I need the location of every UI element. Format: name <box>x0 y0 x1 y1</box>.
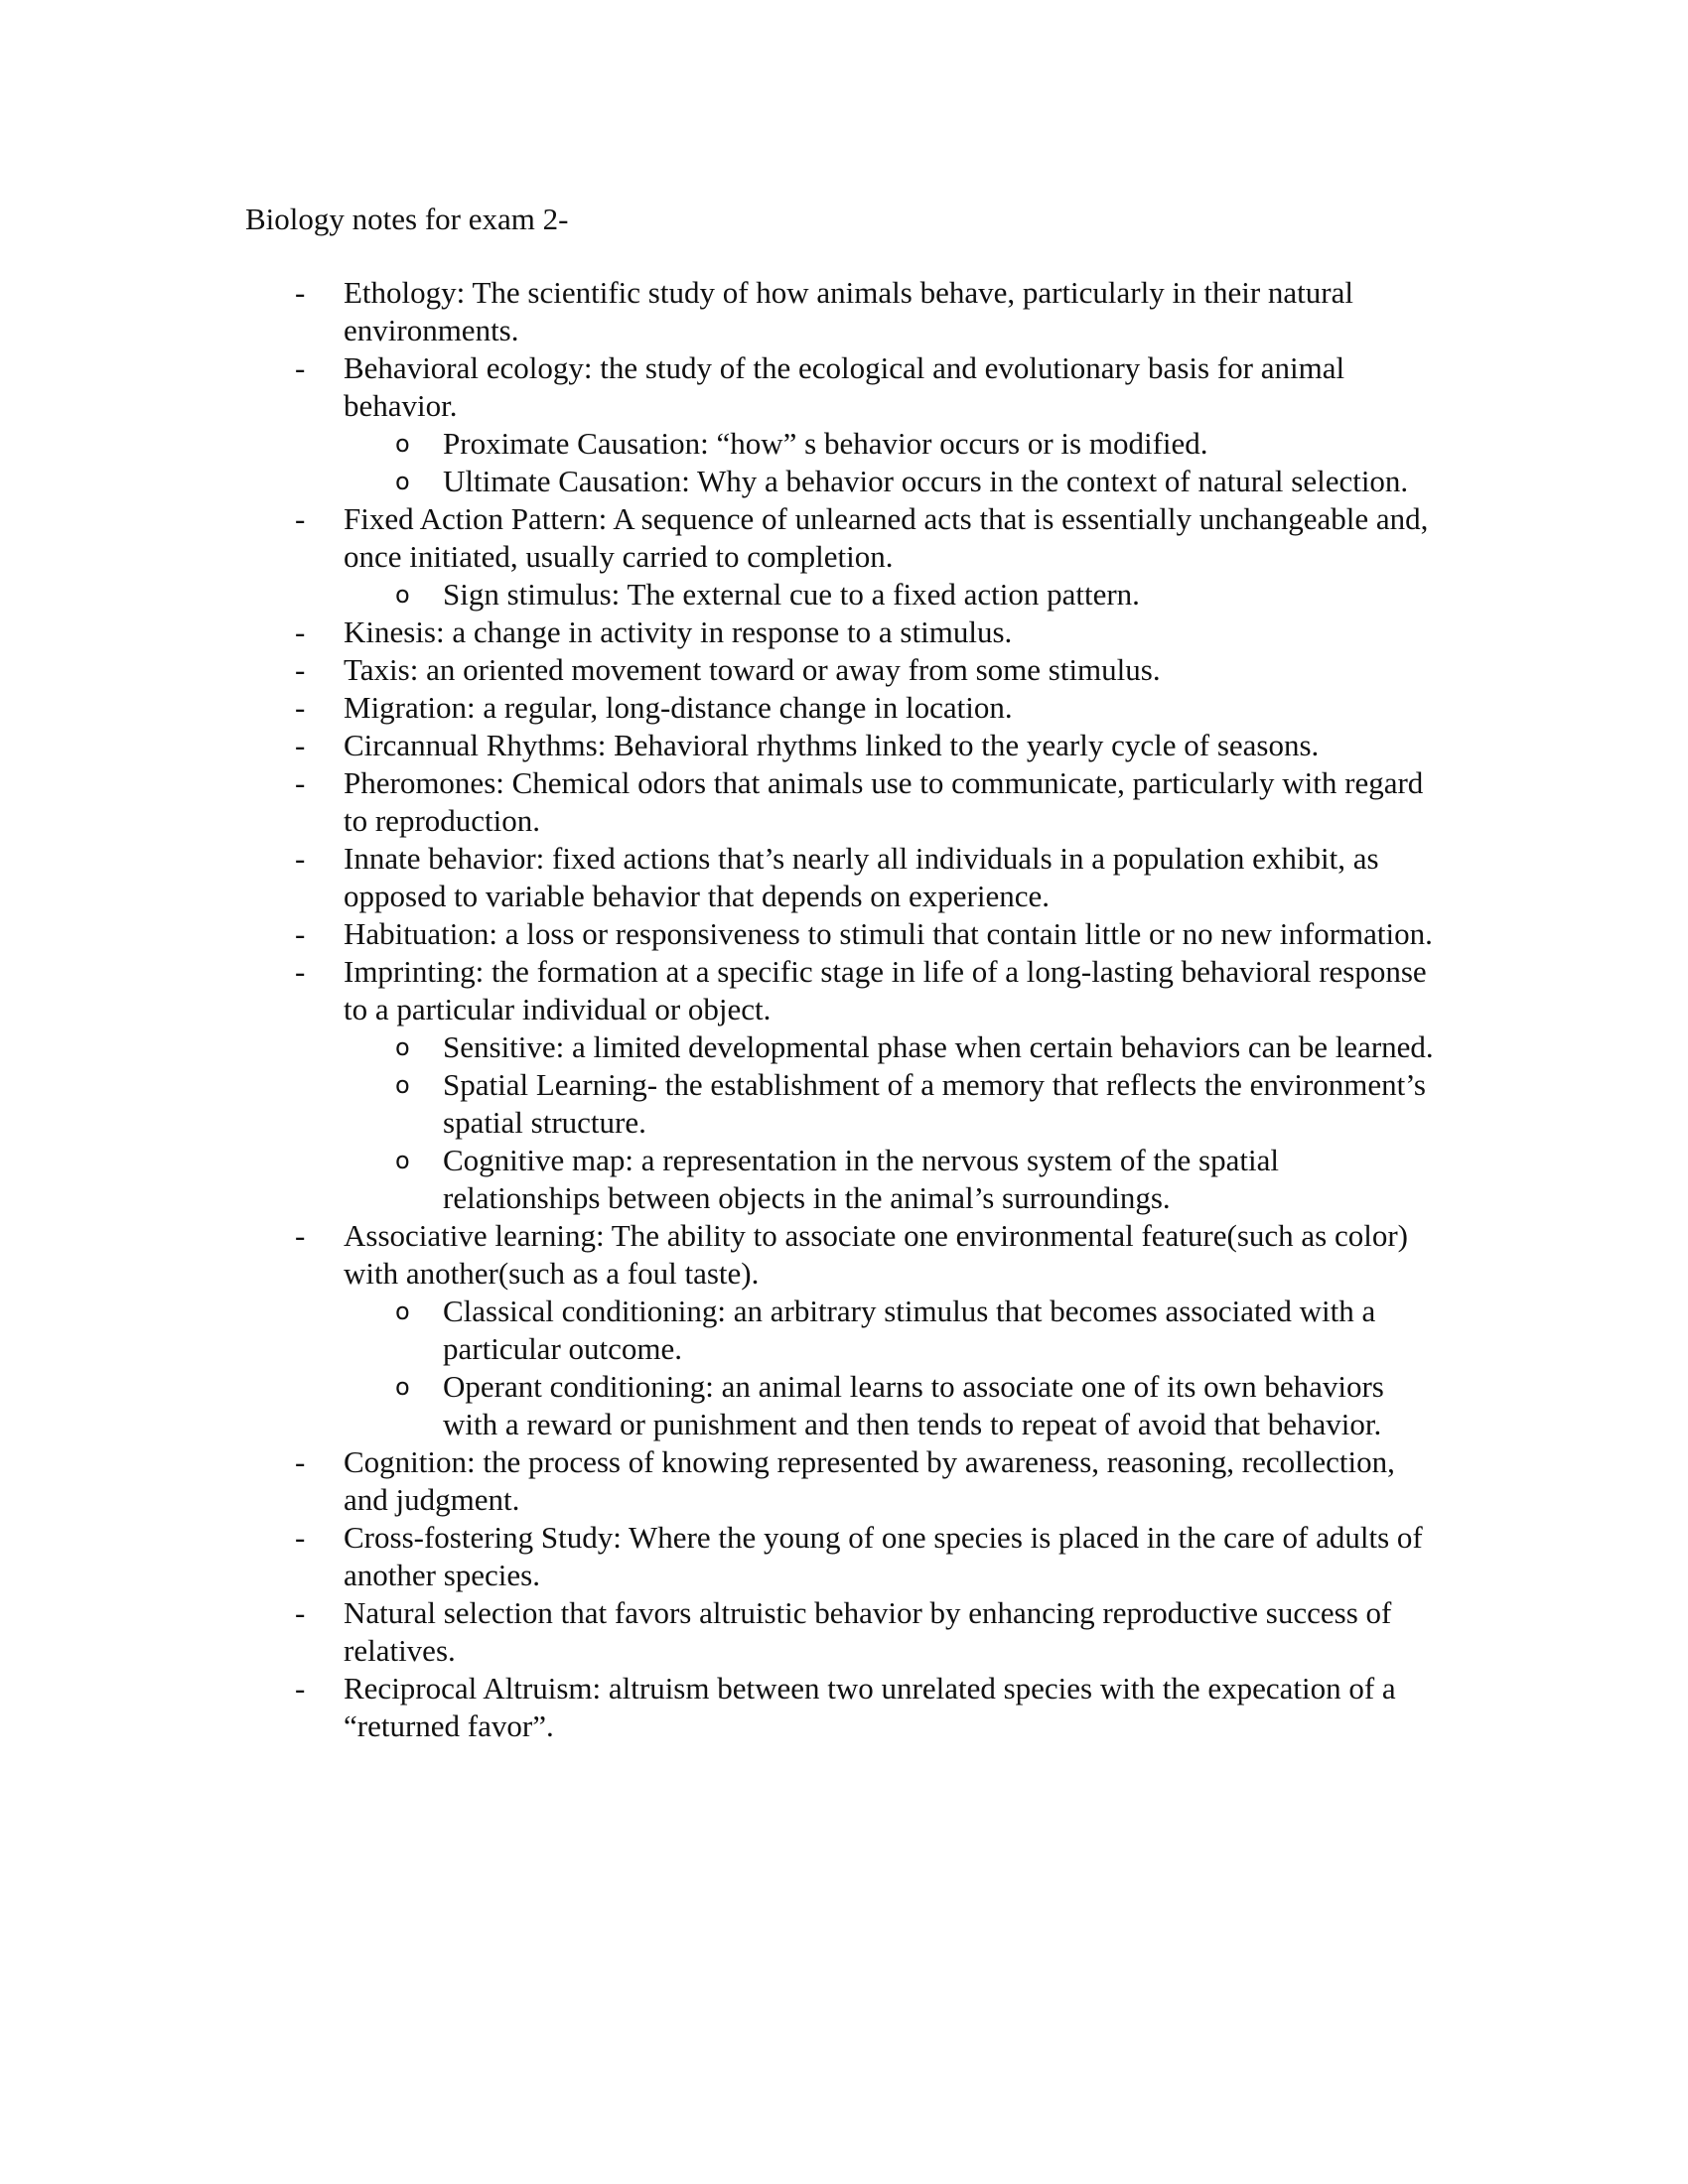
dash-bullet-icon: - <box>295 728 306 762</box>
list-item <box>0 500 1436 614</box>
list-item <box>0 689 1436 727</box>
list-item <box>0 953 1436 1217</box>
list-item-text: Fixed Action Pattern: A sequence of unlearned acts that is essentially unchangeable and, once initiated, usually carried to completion. <box>344 501 1429 574</box>
dash-bullet-icon: - <box>295 275 306 310</box>
sub-list-item <box>0 576 1436 614</box>
sub-list-item-text: Sign stimulus: The external cue to a fixed action pattern. <box>443 577 1140 612</box>
list-item-text: Natural selection that favors altruistic behavior by enhancing reproductive success of relatives. <box>344 1595 1392 1668</box>
sub-list <box>0 1028 1436 1217</box>
list-item <box>0 349 1436 500</box>
sub-list <box>0 425 1436 500</box>
sub-list-item <box>0 1028 1436 1066</box>
list-item-text: Migration: a regular, long-distance change in location. <box>344 690 1013 725</box>
list-item-text: Behavioral ecology: the study of the ecological and evolutionary basis for animal behavior. <box>344 350 1345 423</box>
circle-bullet-icon: o <box>395 430 410 458</box>
dash-bullet-icon: - <box>295 841 306 876</box>
sub-list-item <box>0 1293 1436 1368</box>
dash-bullet-icon: - <box>295 954 306 989</box>
list-item-text: Taxis: an oriented movement toward or away from some stimulus. <box>344 652 1161 687</box>
list-item <box>0 651 1436 689</box>
dash-bullet-icon: - <box>295 652 306 687</box>
dash-bullet-icon: - <box>295 916 306 951</box>
dash-bullet-icon: - <box>295 614 306 649</box>
circle-bullet-icon: o <box>395 1373 410 1401</box>
dash-bullet-icon: - <box>295 765 306 800</box>
list-item <box>0 614 1436 651</box>
list-item-text: Kinesis: a change in activity in response to a stimulus. <box>344 614 1013 649</box>
dash-bullet-icon: - <box>295 1520 306 1555</box>
dash-bullet-icon: - <box>295 1671 306 1706</box>
dash-bullet-icon: - <box>295 501 306 536</box>
list-item <box>0 1594 1436 1670</box>
list-item <box>0 1670 1436 1745</box>
circle-bullet-icon: o <box>395 581 410 609</box>
list-item-text: Reciprocal Altruism: altruism between two unrelated species with the expecation of a “returned favor”. <box>344 1671 1396 1743</box>
sub-list-item-text: Sensitive: a limited developmental phase when certain behaviors can be learned. <box>443 1029 1434 1064</box>
circle-bullet-icon: o <box>395 1297 410 1325</box>
circle-bullet-icon: o <box>395 468 410 495</box>
list-item <box>0 727 1436 764</box>
list-item <box>0 1519 1436 1594</box>
dash-bullet-icon: - <box>295 690 306 725</box>
sub-list-item <box>0 1368 1436 1443</box>
list-item <box>0 764 1436 840</box>
dash-bullet-icon: - <box>295 1218 306 1253</box>
circle-bullet-icon: o <box>395 1033 410 1061</box>
list-item-text: Cross-fostering Study: Where the young of one species is placed in the care of adults of another species. <box>344 1520 1423 1592</box>
list-item-text: Imprinting: the formation at a specific stage in life of a long-lasting behavioral response to a particular individual or object. <box>344 954 1427 1026</box>
list-item-text: Habituation: a loss or responsiveness to stimuli that contain little or no new information. <box>344 916 1433 951</box>
dash-bullet-icon: - <box>295 1444 306 1479</box>
sub-list-item-text: Classical conditioning: an arbitrary stimulus that becomes associated with a particular outcome. <box>443 1294 1376 1366</box>
sub-list-item-text: Ultimate Causation: Why a behavior occurs in the context of natural selection. <box>443 464 1409 498</box>
list-item-text: Ethology: The scientific study of how animals behave, particularly in their natural environments. <box>344 275 1353 347</box>
sub-list-item <box>0 425 1436 463</box>
list-item-text: Pheromones: Chemical odors that animals use to communicate, particularly with regard to reproduction. <box>344 765 1424 838</box>
page-title: Biology notes for exam 2- <box>245 202 569 236</box>
dash-bullet-icon: - <box>295 1595 306 1630</box>
sub-list-item <box>0 463 1436 500</box>
sub-list <box>0 1293 1436 1443</box>
list-item <box>0 840 1436 915</box>
circle-bullet-icon: o <box>395 1147 410 1174</box>
sub-list-item <box>0 1142 1436 1217</box>
list-item <box>0 274 1436 349</box>
list-item-text: Innate behavior: fixed actions that’s nearly all individuals in a population exhibit, as opposed to variable behavior that depends on experience. <box>344 841 1379 913</box>
sub-list-item <box>0 1066 1436 1142</box>
list-item <box>0 915 1436 953</box>
list-item-text: Associative learning: The ability to associate one environmental feature(such as color) with another(such as a foul taste). <box>344 1218 1408 1291</box>
list-item-text: Cognition: the process of knowing represented by awareness, reasoning, recollection, and judgment. <box>344 1444 1395 1517</box>
dash-bullet-icon: - <box>295 350 306 385</box>
list-item <box>0 1217 1436 1443</box>
list-item-text: Circannual Rhythms: Behavioral rhythms linked to the yearly cycle of seasons. <box>344 728 1320 762</box>
circle-bullet-icon: o <box>395 1071 410 1099</box>
sub-list-item-text: Operant conditioning: an animal learns to associate one of its own behaviors with a reward or punishment and then tends to repeat of avoid that behavior. <box>443 1369 1384 1441</box>
sub-list-item-text: Spatial Learning- the establishment of a memory that reflects the environment’s spatial structure. <box>443 1067 1426 1140</box>
sub-list <box>0 576 1436 614</box>
notes-list <box>0 274 1688 1745</box>
sub-list-item-text: Proximate Causation: “how” s behavior occurs or is modified. <box>443 426 1208 461</box>
list-item <box>0 1443 1436 1519</box>
sub-list-item-text: Cognitive map: a representation in the nervous system of the spatial relationships between objects in the animal’s surroundings. <box>443 1143 1279 1215</box>
